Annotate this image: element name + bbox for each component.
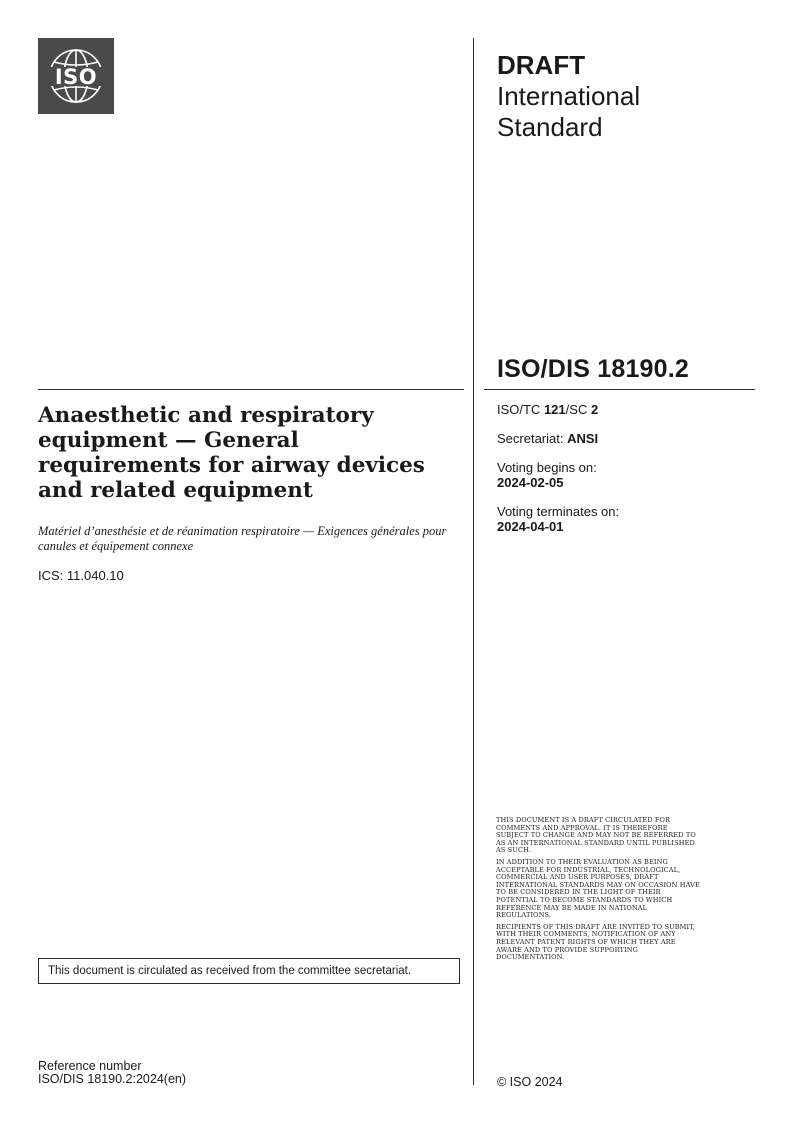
french-title: Matériel d’anesthésie et de réanimation respiratoire — Exigences générales pour canules et équipement connexe xyxy=(38,524,447,553)
secretariat-label: Secretariat: xyxy=(497,431,568,446)
vertical-divider xyxy=(473,38,474,1085)
voting-begins-date: 2024-02-05 xyxy=(497,475,564,490)
secretariat-value: ANSI xyxy=(567,431,599,446)
standard-number: ISO/DIS 18190.2 xyxy=(497,355,690,383)
voting-begins-label: Voting begins on: xyxy=(497,460,597,475)
copyright-notice: © ISO 2024 xyxy=(497,1075,563,1089)
committee-reference xyxy=(497,402,598,417)
disclaimer-paragraph: THIS DOCUMENT IS A DRAFT CIRCULATED FOR COMMENTS AND APPROVAL. IT IS THEREFORE SUBJECT TO CHANGE AND MAY NOT BE REFERRED TO AS AN INTERNATIONAL STANDARD UNTIL PUBLISHED AS SUCH. xyxy=(496,816,696,855)
doc-type-line-1: DRAFT xyxy=(497,50,586,80)
sc-number: 2 xyxy=(590,402,599,417)
document-type xyxy=(497,50,757,143)
tc-number: 121 xyxy=(543,402,566,417)
reference-label: Reference number xyxy=(38,1059,142,1073)
disclaimer-paragraph: RECIPIENTS OF THIS DRAFT ARE INVITED TO SUBMIT, WITH THEIR COMMENTS, NOTIFICATION OF ANY RELEVANT PATENT RIGHTS OF WHICH THEY ARE AWARE AND TO PROVIDE SUPPORTING DOCUMENTATION. xyxy=(496,922,695,962)
horizontal-rule-right xyxy=(484,389,755,390)
committee-prefix: ISO/TC xyxy=(497,402,544,417)
iso-logo-text: ISO xyxy=(54,65,98,89)
secretariat xyxy=(497,431,598,446)
circulation-notice: This document is circulated as received from the committee secretariat. xyxy=(38,958,460,984)
disclaimer-paragraph: IN ADDITION TO THEIR EVALUATION AS BEING ACCEPTABLE FOR INDUSTRIAL, TECHNOLOGICAL, COMMERCIAL AND USER PURPOSES, DRAFT INTERNATIONAL STANDARDS MAY ON OCCASION HAVE TO BE CONSIDERED IN THE LIGHT OF THEIR POTENTIAL TO BECOME STANDARDS TO WHICH REFERENCE MAY BE MADE IN NATIONAL REGULATIONS. xyxy=(496,857,700,920)
draft-disclaimer xyxy=(496,817,701,966)
document-title: Anaesthetic and respiratory equipment — General requirements for airway devices and related equipment xyxy=(38,403,425,503)
committee-separator: /SC xyxy=(565,402,591,417)
reference-number: ISO/DIS 18190.2:2024(en) xyxy=(38,1072,187,1086)
doc-type-line-2: International xyxy=(497,81,641,111)
horizontal-rule-left xyxy=(38,389,464,390)
iso-globe-icon xyxy=(38,38,114,114)
iso-logo xyxy=(38,38,114,114)
voting-ends-date: 2024-04-01 xyxy=(497,519,564,534)
doc-type-line-3: Standard xyxy=(497,112,603,142)
ics-code: ICS: 11.040.10 xyxy=(38,568,124,583)
voting-ends-label: Voting terminates on: xyxy=(497,504,620,519)
